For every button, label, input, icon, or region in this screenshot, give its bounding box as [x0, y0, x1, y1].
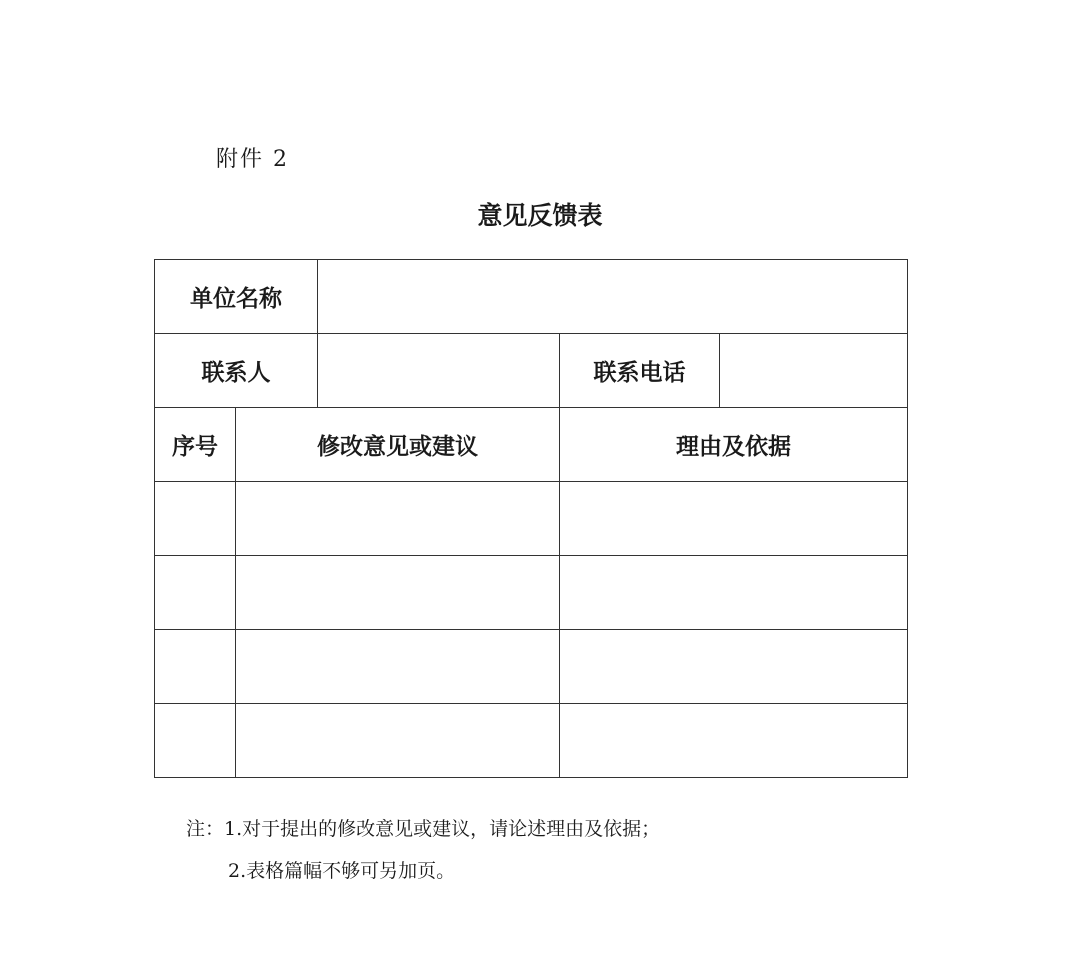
- serial-cell[interactable]: [155, 482, 236, 556]
- suggestion-cell[interactable]: [236, 556, 560, 630]
- reason-cell[interactable]: [560, 482, 908, 556]
- suggestion-cell[interactable]: [236, 630, 560, 704]
- suggestion-cell[interactable]: [236, 704, 560, 778]
- reason-cell[interactable]: [560, 556, 908, 630]
- phone-field[interactable]: [720, 334, 908, 408]
- suggestion-cell[interactable]: [236, 482, 560, 556]
- note-line-1: 注：1.对于提出的修改意见或建议，请论述理由及依据；: [186, 818, 661, 840]
- column-header-row: [155, 408, 908, 482]
- table-row: [155, 556, 908, 630]
- unit-name-row: [155, 260, 908, 334]
- note-line-2: 2.表格篇幅不够可另加页。: [228, 860, 456, 882]
- table-row: [155, 704, 908, 778]
- table-row: [155, 482, 908, 556]
- serial-cell[interactable]: [155, 704, 236, 778]
- reason-cell[interactable]: [560, 704, 908, 778]
- attachment-label: 附件 2: [216, 147, 289, 172]
- contact-label: 联系人: [155, 334, 318, 408]
- reason-cell[interactable]: [560, 630, 908, 704]
- page-title: 意见反馈表: [477, 201, 603, 230]
- notes-section: [186, 814, 660, 886]
- unit-name-label: 单位名称: [155, 260, 318, 334]
- unit-name-field[interactable]: [318, 260, 908, 334]
- column-header-serial: 序号: [155, 408, 236, 482]
- column-header-reason: 理由及依据: [560, 408, 908, 482]
- table-row: [155, 630, 908, 704]
- contact-field[interactable]: [318, 334, 560, 408]
- contact-row: [155, 334, 908, 408]
- serial-cell[interactable]: [155, 630, 236, 704]
- phone-label: 联系电话: [560, 334, 720, 408]
- feedback-form-table: [154, 259, 908, 778]
- column-header-suggestion: 修改意见或建议: [236, 408, 560, 482]
- serial-cell[interactable]: [155, 556, 236, 630]
